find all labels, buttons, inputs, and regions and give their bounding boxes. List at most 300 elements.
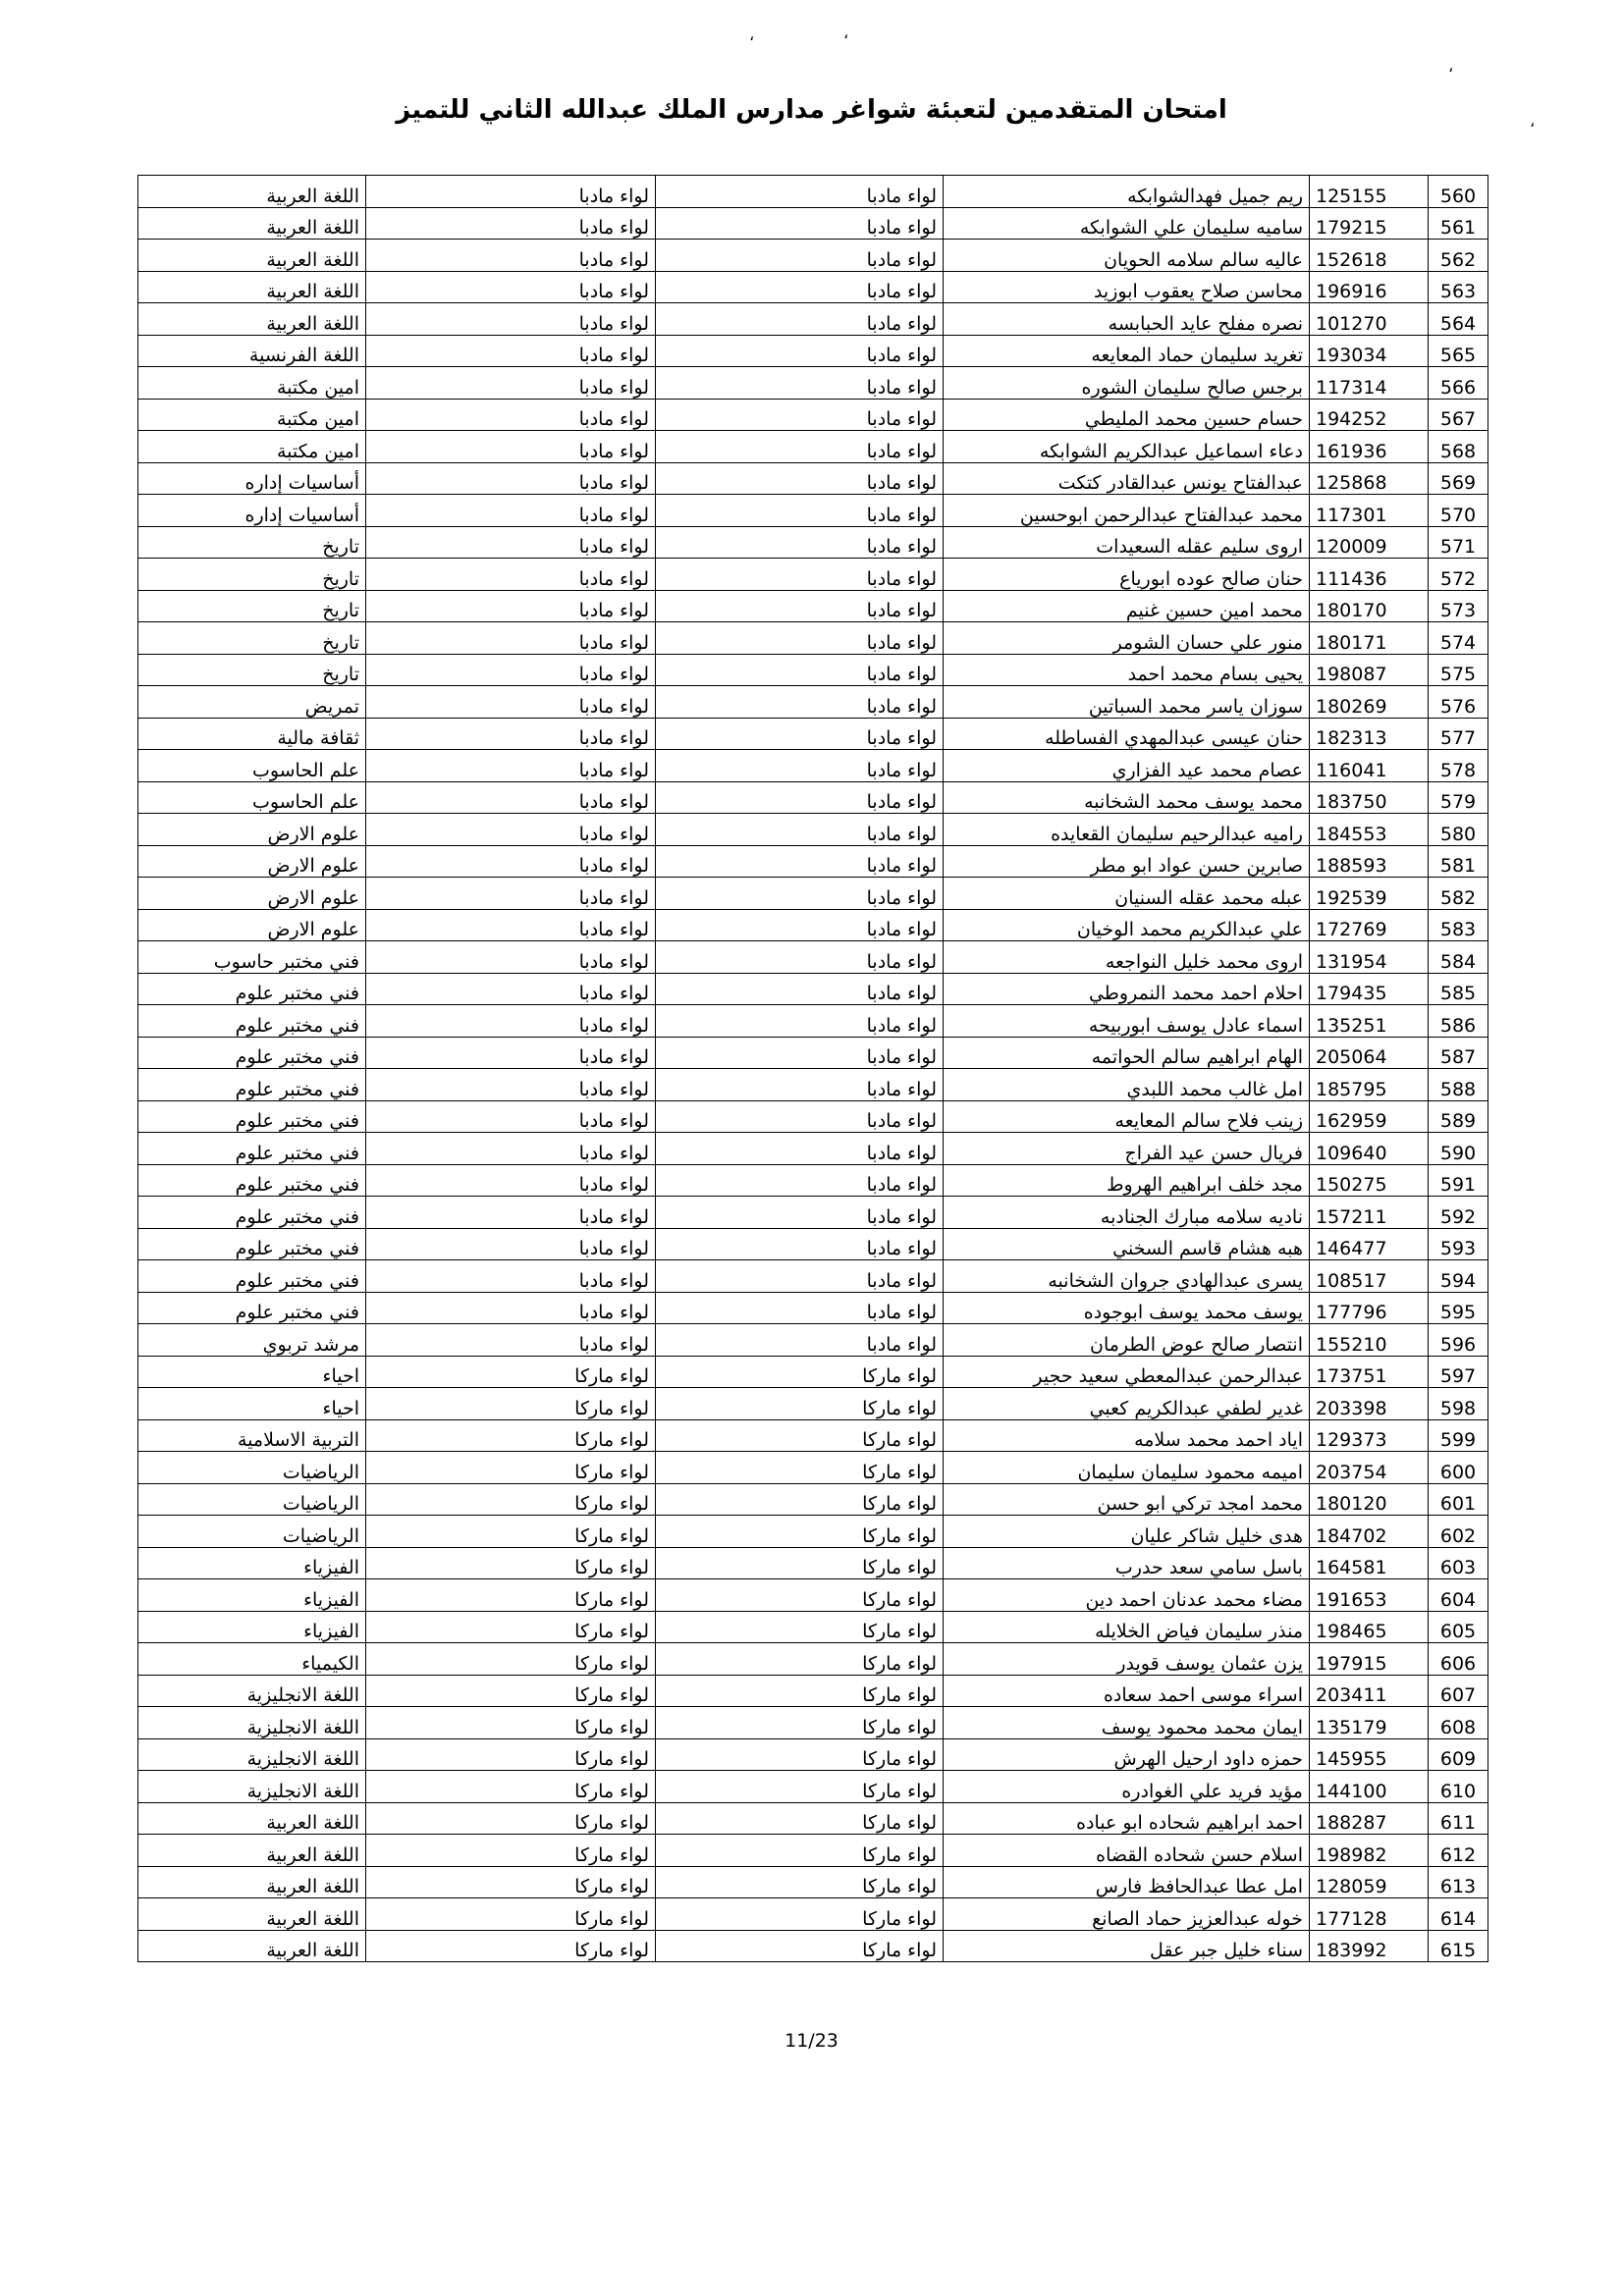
applicant-name-cell: سوزان ياسر محمد السباتين bbox=[944, 686, 1310, 719]
applicant-name-cell: عبله محمد عقله السنيان bbox=[944, 878, 1310, 910]
applicant-name-cell: اسماء عادل يوسف ابوربيحه bbox=[944, 1005, 1310, 1038]
area-cell: لواء ماركا bbox=[366, 1547, 656, 1579]
applicant-name-cell: محمد يوسف محمد الشخانبه bbox=[944, 781, 1310, 814]
row-number-cell: 586 bbox=[1429, 1005, 1488, 1038]
row-number-cell: 576 bbox=[1429, 686, 1488, 719]
area-cell: لواء ماركا bbox=[366, 1898, 656, 1931]
specialty-cell: الرياضيات bbox=[138, 1516, 366, 1548]
specialty-cell: التربية الاسلامية bbox=[138, 1419, 366, 1452]
row-number-cell: 578 bbox=[1429, 750, 1488, 782]
page-number: 11/23 bbox=[784, 2030, 839, 2052]
applicant-name-cell: عبدالرحمن عبدالمعطي سعيد حجير bbox=[944, 1356, 1310, 1388]
specialty-cell: احياء bbox=[138, 1388, 366, 1420]
applicant-name-cell: منذر سليمان فياض الخلايله bbox=[944, 1611, 1310, 1643]
table-row bbox=[138, 1452, 1488, 1484]
row-number-cell: 607 bbox=[1429, 1675, 1488, 1707]
table-row bbox=[138, 1579, 1488, 1612]
row-number-cell: 609 bbox=[1429, 1738, 1488, 1771]
applicant-id-cell: 161936 bbox=[1310, 431, 1429, 463]
table-row bbox=[138, 335, 1488, 367]
row-number-cell: 588 bbox=[1429, 1069, 1488, 1101]
applicant-id-cell: 192539 bbox=[1310, 878, 1429, 910]
applicant-name-cell: هدى خليل شاكر عليان bbox=[944, 1516, 1310, 1548]
specialty-cell: الرياضيات bbox=[138, 1452, 366, 1484]
area-cell: لواء مادبا bbox=[366, 399, 656, 431]
area-cell: لواء مادبا bbox=[366, 590, 656, 622]
specialty-cell: اللغة العربية bbox=[138, 1866, 366, 1898]
directorate-cell: لواء ماركا bbox=[656, 1930, 944, 1962]
area-cell: لواء مادبا bbox=[366, 1260, 656, 1293]
table-row bbox=[138, 1260, 1488, 1293]
table-row bbox=[138, 718, 1488, 750]
table-row bbox=[138, 1675, 1488, 1707]
applicant-id-cell: 185795 bbox=[1310, 1069, 1429, 1101]
directorate-cell: لواء مادبا bbox=[656, 495, 944, 527]
area-cell: لواء مادبا bbox=[366, 495, 656, 527]
row-number-cell: 603 bbox=[1429, 1547, 1488, 1579]
table-row bbox=[138, 909, 1488, 941]
applicant-name-cell: حمزه داود ارحيل الهرش bbox=[944, 1738, 1310, 1771]
row-number-cell: 579 bbox=[1429, 781, 1488, 814]
row-number-cell: 572 bbox=[1429, 559, 1488, 591]
applicant-name-cell: مضاء محمد عدنان احمد دين bbox=[944, 1579, 1310, 1612]
specialty-cell: الفيزياء bbox=[138, 1611, 366, 1643]
specialty-cell: علوم الارض bbox=[138, 909, 366, 941]
row-number-cell: 587 bbox=[1429, 1037, 1488, 1069]
applicant-id-cell: 203411 bbox=[1310, 1675, 1429, 1707]
area-cell: لواء ماركا bbox=[366, 1771, 656, 1803]
applicant-name-cell: يسرى عبدالهادي جروان الشخانبه bbox=[944, 1260, 1310, 1293]
specialty-cell: اللغة العربية bbox=[138, 1802, 366, 1835]
applicant-id-cell: 183992 bbox=[1310, 1930, 1429, 1962]
table-row bbox=[138, 1771, 1488, 1803]
applicant-id-cell: 198982 bbox=[1310, 1835, 1429, 1867]
table-row bbox=[138, 1516, 1488, 1548]
applicant-name-cell: اروى سليم عقله السعيدات bbox=[944, 526, 1310, 559]
row-number-cell: 611 bbox=[1429, 1802, 1488, 1835]
row-number-cell: 567 bbox=[1429, 399, 1488, 431]
applicant-id-cell: 196916 bbox=[1310, 271, 1429, 303]
row-number-cell: 584 bbox=[1429, 941, 1488, 974]
table-row bbox=[138, 526, 1488, 559]
row-number-cell: 615 bbox=[1429, 1930, 1488, 1962]
applicant-name-cell: مجد خلف ابراهيم الهروط bbox=[944, 1164, 1310, 1197]
area-cell: لواء ماركا bbox=[366, 1483, 656, 1516]
specialty-cell: أساسيات إداره bbox=[138, 462, 366, 495]
table-row bbox=[138, 1738, 1488, 1771]
directorate-cell: لواء مادبا bbox=[656, 941, 944, 974]
row-number-cell: 610 bbox=[1429, 1771, 1488, 1803]
applicant-id-cell: 197915 bbox=[1310, 1643, 1429, 1676]
applicant-name-cell: ناديه سلامه مبارك الجنادبه bbox=[944, 1197, 1310, 1229]
directorate-cell: لواء مادبا bbox=[656, 781, 944, 814]
directorate-cell: لواء ماركا bbox=[656, 1802, 944, 1835]
row-number-cell: 613 bbox=[1429, 1866, 1488, 1898]
area-cell: لواء مادبا bbox=[366, 941, 656, 974]
row-number-cell: 574 bbox=[1429, 622, 1488, 655]
directorate-cell: لواء ماركا bbox=[656, 1898, 944, 1931]
applicant-name-cell: ايمان محمد محمود يوسف bbox=[944, 1707, 1310, 1739]
table-row bbox=[138, 750, 1488, 782]
applicant-id-cell: 150275 bbox=[1310, 1164, 1429, 1197]
applicant-name-cell: عبدالفتاح يونس عبدالقادر كتكت bbox=[944, 462, 1310, 495]
applicant-id-cell: 129373 bbox=[1310, 1419, 1429, 1452]
directorate-cell: لواء مادبا bbox=[656, 526, 944, 559]
table-row bbox=[138, 654, 1488, 686]
applicant-name-cell: نصره مفلح عايد الحبابسه bbox=[944, 303, 1310, 336]
specialty-cell: فني مختبر علوم bbox=[138, 1037, 366, 1069]
area-cell: لواء مادبا bbox=[366, 462, 656, 495]
specialty-cell: فني مختبر علوم bbox=[138, 1069, 366, 1101]
area-cell: لواء مادبا bbox=[366, 240, 656, 272]
area-cell: لواء مادبا bbox=[366, 271, 656, 303]
applicant-name-cell: علي عبدالكريم محمد الوخيان bbox=[944, 909, 1310, 941]
specialty-cell: تمريض bbox=[138, 686, 366, 719]
row-number-cell: 604 bbox=[1429, 1579, 1488, 1612]
row-number-cell: 560 bbox=[1429, 176, 1488, 208]
scan-speck: ، bbox=[749, 26, 755, 44]
applicant-name-cell: يحيى بسام محمد احمد bbox=[944, 654, 1310, 686]
row-number-cell: 591 bbox=[1429, 1164, 1488, 1197]
area-cell: لواء مادبا bbox=[366, 335, 656, 367]
specialty-cell: ثقافة مالية bbox=[138, 718, 366, 750]
area-cell: لواء مادبا bbox=[366, 686, 656, 719]
applicant-name-cell: اياد احمد محمد سلامه bbox=[944, 1419, 1310, 1452]
directorate-cell: لواء مادبا bbox=[656, 1197, 944, 1229]
area-cell: لواء ماركا bbox=[366, 1419, 656, 1452]
table-row bbox=[138, 1069, 1488, 1101]
area-cell: لواء مادبا bbox=[366, 303, 656, 336]
applicant-id-cell: 144100 bbox=[1310, 1771, 1429, 1803]
applicant-id-cell: 180171 bbox=[1310, 622, 1429, 655]
applicants-table bbox=[137, 175, 1488, 1962]
specialty-cell: فني مختبر علوم bbox=[138, 973, 366, 1005]
applicant-name-cell: امل غالب محمد اللبدي bbox=[944, 1069, 1310, 1101]
directorate-cell: لواء مادبا bbox=[656, 1100, 944, 1133]
directorate-cell: لواء مادبا bbox=[656, 718, 944, 750]
table-row bbox=[138, 1802, 1488, 1835]
specialty-cell: امين مكتبة bbox=[138, 399, 366, 431]
row-number-cell: 566 bbox=[1429, 367, 1488, 400]
table-row bbox=[138, 1228, 1488, 1260]
area-cell: لواء مادبا bbox=[366, 973, 656, 1005]
area-cell: لواء مادبا bbox=[366, 814, 656, 846]
specialty-cell: اللغة العربية bbox=[138, 1898, 366, 1931]
applicant-name-cell: ساميه سليمان علي الشوابكه bbox=[944, 207, 1310, 240]
table-row bbox=[138, 431, 1488, 463]
area-cell: لواء مادبا bbox=[366, 207, 656, 240]
applicant-id-cell: 203398 bbox=[1310, 1388, 1429, 1420]
applicant-name-cell: احمد ابراهيم شحاده ابو عباده bbox=[944, 1802, 1310, 1835]
directorate-cell: لواء مادبا bbox=[656, 399, 944, 431]
applicant-name-cell: غدير لطفي عبدالكريم كعبي bbox=[944, 1388, 1310, 1420]
directorate-cell: لواء ماركا bbox=[656, 1579, 944, 1612]
specialty-cell: اللغة الانجليزية bbox=[138, 1707, 366, 1739]
applicant-id-cell: 120009 bbox=[1310, 526, 1429, 559]
row-number-cell: 570 bbox=[1429, 495, 1488, 527]
area-cell: لواء ماركا bbox=[366, 1611, 656, 1643]
row-number-cell: 577 bbox=[1429, 718, 1488, 750]
applicant-name-cell: احلام احمد محمد النمروطي bbox=[944, 973, 1310, 1005]
area-cell: لواء ماركا bbox=[366, 1707, 656, 1739]
specialty-cell: الرياضيات bbox=[138, 1483, 366, 1516]
table-row bbox=[138, 1388, 1488, 1420]
specialty-cell: اللغة العربية bbox=[138, 207, 366, 240]
table-row bbox=[138, 1835, 1488, 1867]
row-number-cell: 583 bbox=[1429, 909, 1488, 941]
directorate-cell: لواء مادبا bbox=[656, 462, 944, 495]
directorate-cell: لواء مادبا bbox=[656, 240, 944, 272]
table-row bbox=[138, 303, 1488, 336]
applicant-id-cell: 131954 bbox=[1310, 941, 1429, 974]
applicant-id-cell: 125155 bbox=[1310, 176, 1429, 208]
applicant-name-cell: هبه هشام قاسم السخني bbox=[944, 1228, 1310, 1260]
applicant-id-cell: 205064 bbox=[1310, 1037, 1429, 1069]
directorate-cell: لواء مادبا bbox=[656, 973, 944, 1005]
applicant-id-cell: 198087 bbox=[1310, 654, 1429, 686]
directorate-cell: لواء ماركا bbox=[656, 1771, 944, 1803]
applicant-id-cell: 184702 bbox=[1310, 1516, 1429, 1548]
row-number-cell: 575 bbox=[1429, 654, 1488, 686]
applicant-id-cell: 111436 bbox=[1310, 559, 1429, 591]
row-number-cell: 589 bbox=[1429, 1100, 1488, 1133]
specialty-cell: اللغة الانجليزية bbox=[138, 1675, 366, 1707]
specialty-cell: فني مختبر علوم bbox=[138, 1228, 366, 1260]
area-cell: لواء ماركا bbox=[366, 1930, 656, 1962]
specialty-cell: فني مختبر علوم bbox=[138, 1100, 366, 1133]
specialty-cell: علوم الارض bbox=[138, 814, 366, 846]
specialty-cell: تاريخ bbox=[138, 526, 366, 559]
row-number-cell: 571 bbox=[1429, 526, 1488, 559]
directorate-cell: لواء مادبا bbox=[656, 622, 944, 655]
table-row bbox=[138, 1100, 1488, 1133]
table-row bbox=[138, 814, 1488, 846]
applicant-id-cell: 191653 bbox=[1310, 1579, 1429, 1612]
table-row bbox=[138, 878, 1488, 910]
row-number-cell: 573 bbox=[1429, 590, 1488, 622]
specialty-cell: أساسيات إداره bbox=[138, 495, 366, 527]
specialty-cell: اللغة العربية bbox=[138, 1930, 366, 1962]
applicant-id-cell: 157211 bbox=[1310, 1197, 1429, 1229]
area-cell: لواء مادبا bbox=[366, 1100, 656, 1133]
row-number-cell: 601 bbox=[1429, 1483, 1488, 1516]
applicant-name-cell: محمد امجد تركي ابو حسن bbox=[944, 1483, 1310, 1516]
row-number-cell: 598 bbox=[1429, 1388, 1488, 1420]
applicant-id-cell: 128059 bbox=[1310, 1866, 1429, 1898]
applicant-name-cell: تغريد سليمان حماد المعايعه bbox=[944, 335, 1310, 367]
specialty-cell: تاريخ bbox=[138, 654, 366, 686]
specialty-cell: تاريخ bbox=[138, 622, 366, 655]
directorate-cell: لواء مادبا bbox=[656, 431, 944, 463]
table-row bbox=[138, 1898, 1488, 1931]
applicant-id-cell: 145955 bbox=[1310, 1738, 1429, 1771]
row-number-cell: 593 bbox=[1429, 1228, 1488, 1260]
table-row bbox=[138, 845, 1488, 878]
directorate-cell: لواء مادبا bbox=[656, 271, 944, 303]
applicant-name-cell: حنان صالح عوده ابورياع bbox=[944, 559, 1310, 591]
directorate-cell: لواء مادبا bbox=[656, 750, 944, 782]
directorate-cell: لواء ماركا bbox=[656, 1611, 944, 1643]
applicant-id-cell: 188287 bbox=[1310, 1802, 1429, 1835]
directorate-cell: لواء مادبا bbox=[656, 1037, 944, 1069]
directorate-cell: لواء ماركا bbox=[656, 1643, 944, 1676]
applicant-id-cell: 162959 bbox=[1310, 1100, 1429, 1133]
directorate-cell: لواء ماركا bbox=[656, 1738, 944, 1771]
directorate-cell: لواء ماركا bbox=[656, 1675, 944, 1707]
applicant-id-cell: 108517 bbox=[1310, 1260, 1429, 1293]
applicant-name-cell: راميه عبدالرحيم سليمان القعايده bbox=[944, 814, 1310, 846]
area-cell: لواء مادبا bbox=[366, 1324, 656, 1357]
applicant-name-cell: يوسف محمد يوسف ابوجوده bbox=[944, 1292, 1310, 1324]
table-row bbox=[138, 590, 1488, 622]
table-row bbox=[138, 622, 1488, 655]
specialty-cell: فني مختبر علوم bbox=[138, 1164, 366, 1197]
area-cell: لواء مادبا bbox=[366, 431, 656, 463]
directorate-cell: لواء مادبا bbox=[656, 1292, 944, 1324]
area-cell: لواء مادبا bbox=[366, 909, 656, 941]
area-cell: لواء ماركا bbox=[366, 1866, 656, 1898]
row-number-cell: 569 bbox=[1429, 462, 1488, 495]
directorate-cell: لواء ماركا bbox=[656, 1866, 944, 1898]
row-number-cell: 563 bbox=[1429, 271, 1488, 303]
applicant-id-cell: 194252 bbox=[1310, 399, 1429, 431]
specialty-cell: علوم الارض bbox=[138, 845, 366, 878]
table-row bbox=[138, 1292, 1488, 1324]
area-cell: لواء مادبا bbox=[366, 1037, 656, 1069]
applicant-id-cell: 135179 bbox=[1310, 1707, 1429, 1739]
specialty-cell: اللغة الانجليزية bbox=[138, 1771, 366, 1803]
row-number-cell: 597 bbox=[1429, 1356, 1488, 1388]
row-number-cell: 602 bbox=[1429, 1516, 1488, 1548]
applicant-id-cell: 172769 bbox=[1310, 909, 1429, 941]
area-cell: لواء ماركا bbox=[366, 1388, 656, 1420]
applicant-id-cell: 180170 bbox=[1310, 590, 1429, 622]
specialty-cell: علوم الارض bbox=[138, 878, 366, 910]
applicant-name-cell: اسلام حسن شحاده القضاه bbox=[944, 1835, 1310, 1867]
applicant-name-cell: عصام محمد عيد الفزاري bbox=[944, 750, 1310, 782]
table-row bbox=[138, 1483, 1488, 1516]
table-row bbox=[138, 686, 1488, 719]
row-number-cell: 612 bbox=[1429, 1835, 1488, 1867]
directorate-cell: لواء مادبا bbox=[656, 590, 944, 622]
row-number-cell: 606 bbox=[1429, 1643, 1488, 1676]
applicant-name-cell: فريال حسن عيد الفراج bbox=[944, 1133, 1310, 1165]
applicant-id-cell: 117314 bbox=[1310, 367, 1429, 400]
directorate-cell: لواء مادبا bbox=[656, 303, 944, 336]
directorate-cell: لواء ماركا bbox=[656, 1483, 944, 1516]
directorate-cell: لواء مادبا bbox=[656, 1133, 944, 1165]
table-row bbox=[138, 462, 1488, 495]
applicant-name-cell: حنان عيسى عبدالمهدي الفساطله bbox=[944, 718, 1310, 750]
applicant-name-cell: محمد عبدالفتاح عبدالرحمن ابوحسين bbox=[944, 495, 1310, 527]
table-row bbox=[138, 1356, 1488, 1388]
specialty-cell: تاريخ bbox=[138, 559, 366, 591]
row-number-cell: 608 bbox=[1429, 1707, 1488, 1739]
applicant-id-cell: 182313 bbox=[1310, 718, 1429, 750]
row-number-cell: 594 bbox=[1429, 1260, 1488, 1293]
scan-speck: ، bbox=[1530, 112, 1536, 131]
row-number-cell: 565 bbox=[1429, 335, 1488, 367]
applicant-id-cell: 183750 bbox=[1310, 781, 1429, 814]
table-row bbox=[138, 1643, 1488, 1676]
applicant-id-cell: 155210 bbox=[1310, 1324, 1429, 1357]
table-row bbox=[138, 1037, 1488, 1069]
table-row bbox=[138, 1005, 1488, 1038]
applicant-id-cell: 152618 bbox=[1310, 240, 1429, 272]
directorate-cell: لواء مادبا bbox=[656, 1069, 944, 1101]
applicant-name-cell: صابرين حسن عواد ابو مطر bbox=[944, 845, 1310, 878]
applicant-id-cell: 177128 bbox=[1310, 1898, 1429, 1931]
area-cell: لواء ماركا bbox=[366, 1643, 656, 1676]
specialty-cell: اللغة الانجليزية bbox=[138, 1738, 366, 1771]
table-row bbox=[138, 495, 1488, 527]
directorate-cell: لواء مادبا bbox=[656, 1005, 944, 1038]
area-cell: لواء مادبا bbox=[366, 176, 656, 208]
directorate-cell: لواء مادبا bbox=[656, 814, 944, 846]
directorate-cell: لواء مادبا bbox=[656, 176, 944, 208]
area-cell: لواء ماركا bbox=[366, 1356, 656, 1388]
specialty-cell: اللغة العربية bbox=[138, 240, 366, 272]
directorate-cell: لواء مادبا bbox=[656, 335, 944, 367]
table-row bbox=[138, 1419, 1488, 1452]
row-number-cell: 595 bbox=[1429, 1292, 1488, 1324]
applicant-name-cell: حسام حسين محمد المليطي bbox=[944, 399, 1310, 431]
row-number-cell: 582 bbox=[1429, 878, 1488, 910]
applicant-name-cell: ريم جميل فهدالشوابكه bbox=[944, 176, 1310, 208]
specialty-cell: فني مختبر علوم bbox=[138, 1260, 366, 1293]
directorate-cell: لواء مادبا bbox=[656, 1228, 944, 1260]
table-row bbox=[138, 1197, 1488, 1229]
specialty-cell: احياء bbox=[138, 1356, 366, 1388]
specialty-cell: الكيمياء bbox=[138, 1643, 366, 1676]
scan-speck: ، bbox=[843, 24, 849, 42]
applicant-name-cell: يزن عثمان يوسف قويدر bbox=[944, 1643, 1310, 1676]
directorate-cell: لواء مادبا bbox=[656, 654, 944, 686]
applicant-id-cell: 179215 bbox=[1310, 207, 1429, 240]
directorate-cell: لواء مادبا bbox=[656, 1324, 944, 1357]
applicant-name-cell: منور علي حسان الشومر bbox=[944, 622, 1310, 655]
specialty-cell: اللغة العربية bbox=[138, 176, 366, 208]
applicant-id-cell: 109640 bbox=[1310, 1133, 1429, 1165]
area-cell: لواء ماركا bbox=[366, 1516, 656, 1548]
area-cell: لواء ماركا bbox=[366, 1738, 656, 1771]
directorate-cell: لواء ماركا bbox=[656, 1516, 944, 1548]
row-number-cell: 614 bbox=[1429, 1898, 1488, 1931]
applicant-name-cell: باسل سامي سعد حدرب bbox=[944, 1547, 1310, 1579]
applicant-id-cell: 146477 bbox=[1310, 1228, 1429, 1260]
area-cell: لواء مادبا bbox=[366, 1197, 656, 1229]
area-cell: لواء مادبا bbox=[366, 1292, 656, 1324]
row-number-cell: 562 bbox=[1429, 240, 1488, 272]
specialty-cell: اللغة العربية bbox=[138, 303, 366, 336]
directorate-cell: لواء مادبا bbox=[656, 909, 944, 941]
area-cell: لواء مادبا bbox=[366, 1133, 656, 1165]
table-row bbox=[138, 1866, 1488, 1898]
row-number-cell: 600 bbox=[1429, 1452, 1488, 1484]
area-cell: لواء مادبا bbox=[366, 750, 656, 782]
directorate-cell: لواء ماركا bbox=[656, 1452, 944, 1484]
directorate-cell: لواء ماركا bbox=[656, 1419, 944, 1452]
row-number-cell: 580 bbox=[1429, 814, 1488, 846]
row-number-cell: 568 bbox=[1429, 431, 1488, 463]
specialty-cell: مرشد تربوي bbox=[138, 1324, 366, 1357]
specialty-cell: امين مكتبة bbox=[138, 431, 366, 463]
area-cell: لواء مادبا bbox=[366, 622, 656, 655]
applicant-id-cell: 101270 bbox=[1310, 303, 1429, 336]
row-number-cell: 596 bbox=[1429, 1324, 1488, 1357]
table-row bbox=[138, 176, 1488, 208]
row-number-cell: 585 bbox=[1429, 973, 1488, 1005]
